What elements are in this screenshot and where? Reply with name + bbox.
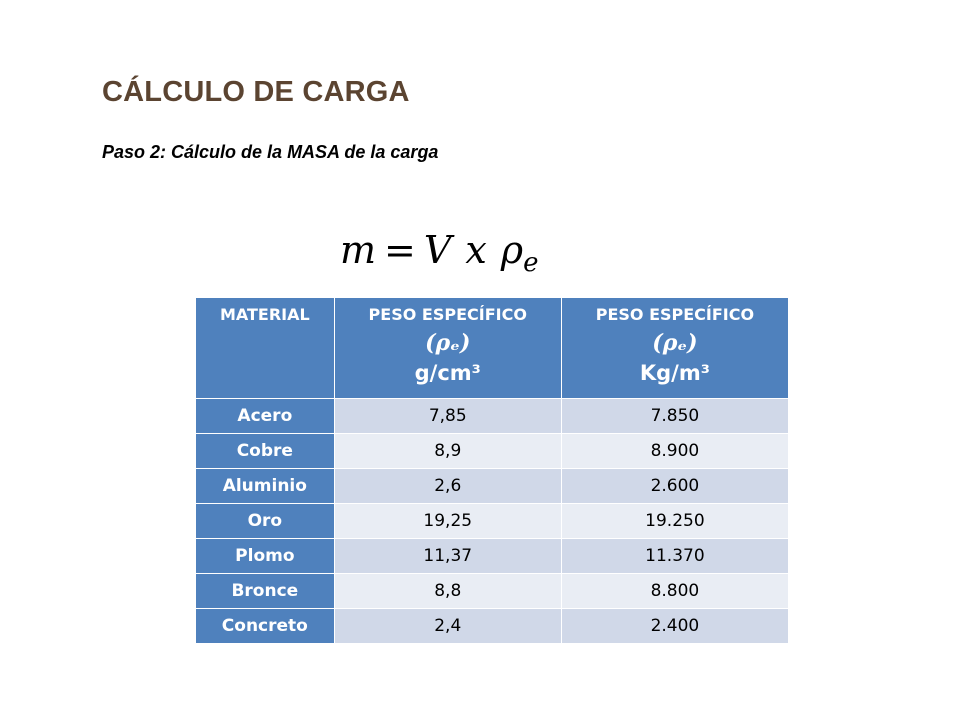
table-row (196, 574, 789, 609)
header-unit: Kg/m³ (639, 361, 710, 385)
table-row (196, 609, 789, 644)
material-cell: Acero (196, 399, 335, 434)
mass-formula (340, 228, 539, 278)
table-row (196, 399, 789, 434)
page-title: CÁLCULO DE CARGA (102, 76, 410, 108)
formula-equals: = (384, 228, 416, 272)
formula-density-symbol: ρ (500, 228, 524, 272)
page-subtitle: Paso 2: Cálculo de la MASA de la carga (102, 142, 439, 162)
header-symbol: (ρₑ) (425, 330, 471, 356)
value-g-cm3-cell: 11,37 (334, 539, 561, 574)
header-symbol: (ρₑ) (652, 330, 698, 356)
value-kg-m3-cell: 11.370 (561, 539, 788, 574)
value-kg-m3-cell: 19.250 (561, 504, 788, 539)
table-row (196, 469, 789, 504)
column-header-material (196, 298, 335, 399)
material-cell: Plomo (196, 539, 335, 574)
formula-times: x (465, 228, 487, 272)
header-label: PESO ESPECÍFICO (595, 305, 755, 324)
material-cell: Oro (196, 504, 335, 539)
material-cell: Cobre (196, 434, 335, 469)
value-g-cm3-cell: 8,9 (334, 434, 561, 469)
value-g-cm3-cell: 7,85 (334, 399, 561, 434)
material-cell: Aluminio (196, 469, 335, 504)
value-kg-m3-cell: 2.400 (561, 609, 788, 644)
header-unit: g/cm³ (414, 361, 481, 385)
table-row (196, 539, 789, 574)
material-cell: Bronce (196, 574, 335, 609)
value-g-cm3-cell: 19,25 (334, 504, 561, 539)
value-g-cm3-cell: 8,8 (334, 574, 561, 609)
table-row (196, 434, 789, 469)
specific-weight-table (195, 297, 789, 644)
column-header-kg-m3 (561, 298, 788, 399)
value-kg-m3-cell: 7.850 (561, 399, 788, 434)
formula-density-subscript: e (523, 248, 539, 278)
header-label: MATERIAL (219, 305, 310, 324)
header-label: PESO ESPECÍFICO (368, 305, 527, 324)
value-kg-m3-cell: 8.800 (561, 574, 788, 609)
table-row (196, 504, 789, 539)
value-g-cm3-cell: 2,4 (334, 609, 561, 644)
formula-mass-symbol: m (340, 228, 377, 272)
formula-volume-symbol: V (423, 228, 452, 272)
column-header-g-cm3 (334, 298, 561, 399)
value-kg-m3-cell: 8.900 (561, 434, 788, 469)
value-kg-m3-cell: 2.600 (561, 469, 788, 504)
table-header-row (196, 298, 789, 399)
material-cell: Concreto (196, 609, 335, 644)
value-g-cm3-cell: 2,6 (334, 469, 561, 504)
